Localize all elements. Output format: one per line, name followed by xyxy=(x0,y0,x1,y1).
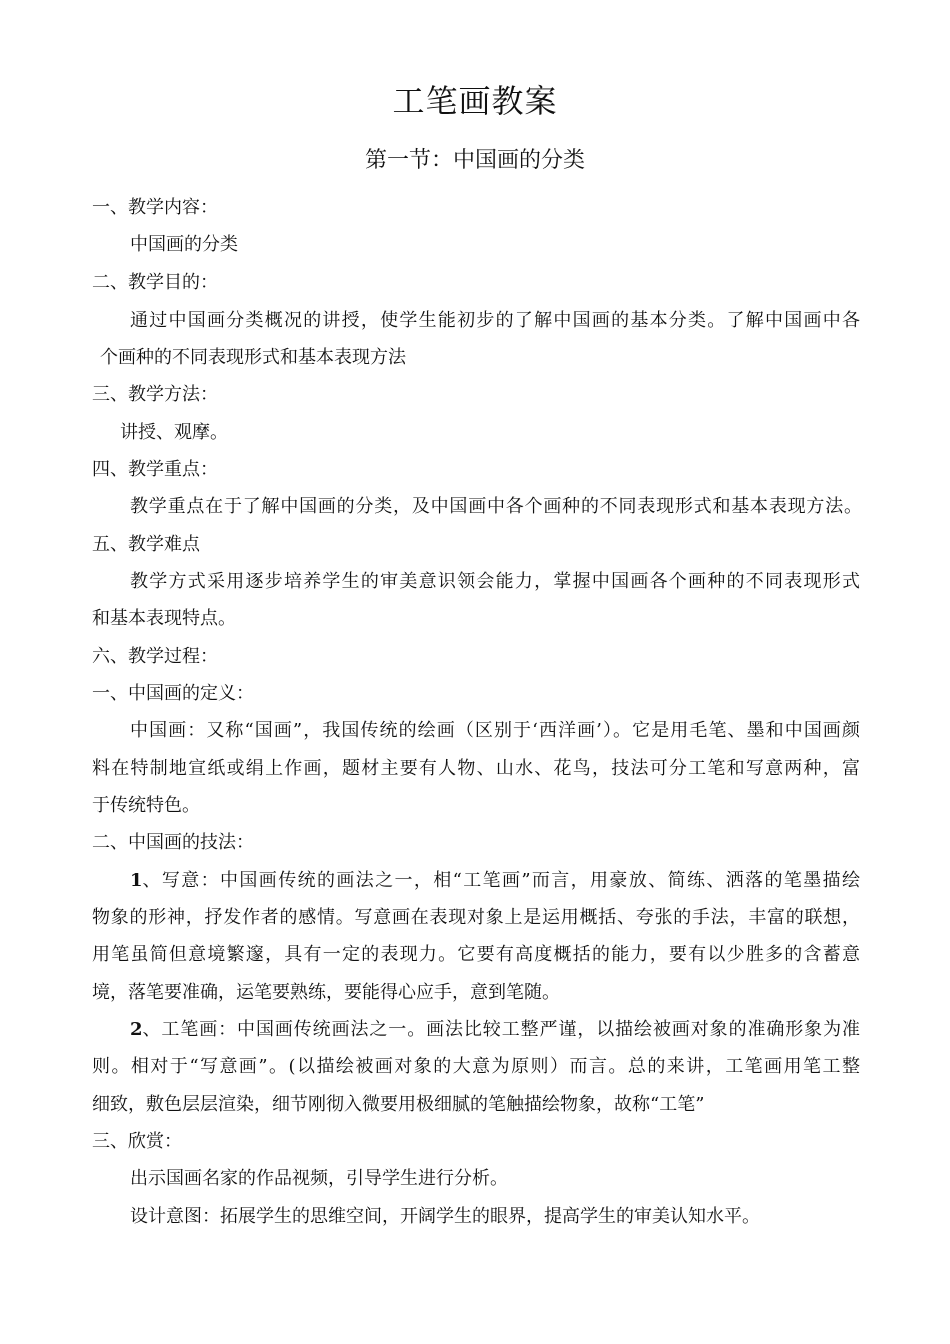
heading-teaching-focus: 四、教学重点： xyxy=(92,459,218,480)
heading-technique: 二、中国画的技法： xyxy=(92,832,254,853)
section-title: 第一节：中国画的分类 xyxy=(364,148,585,173)
heading-appreciation: 三、欣赏： xyxy=(92,1131,182,1152)
teaching-difficulty-text-1: 教学方式采用逐步培养学生的审美意识领会能力，掌握中国画各个画种的不同表现形式 xyxy=(130,571,860,592)
heading-teaching-content: 一、教学内容： xyxy=(92,197,218,218)
appreciation-text-1: 出示国画名家的作品视频，引导学生进行分析。 xyxy=(130,1168,508,1189)
xieyi-text-1: 、写意：中国画传统的画法之一，相“工笔画”而言，用豪放、简练、洒落的笔墨描绘 xyxy=(142,870,860,891)
heading-teaching-difficulty: 五、教学难点 xyxy=(92,534,200,555)
gongbi-text-2: 则。相对于“写意画”。(以描绘被画对象的大意为原则）而言。总的来讲，工笔画用笔工整 xyxy=(92,1056,860,1077)
gongbi-text-1: 、工笔画：中国画传统画法之一。画法比较工整严谨，以描绘被画对象的准确形象为准 xyxy=(142,1019,860,1040)
teaching-focus-text: 教学重点在于了解中国画的分类，及中国画中各个画种的不同表现形式和基本表现方法。 xyxy=(130,496,862,517)
heading-teaching-method: 三、教学方法： xyxy=(92,384,218,405)
xieyi-number: 1 xyxy=(130,870,143,891)
heading-teaching-goal: 二、教学目的： xyxy=(92,272,218,293)
gongbi-number: 2 xyxy=(130,1019,143,1040)
appreciation-text-2: 设计意图：拓展学生的思维空间，开阔学生的眼界，提高学生的审美认知水平。 xyxy=(130,1206,760,1227)
teaching-content-text: 中国画的分类 xyxy=(130,234,238,255)
gongbi-text-3: 细致，敷色层层渲染，细节刚彻入微要用极细腻的笔触描绘物象，故称“工笔” xyxy=(92,1094,705,1115)
teaching-difficulty-text-2: 和基本表现特点。 xyxy=(92,608,236,629)
xieyi-text-4: 境，落笔要准确，运笔要熟练，要能得心应手，意到笔随。 xyxy=(92,982,560,1003)
teaching-goal-text-1: 通过中国画分类概况的讲授，使学生能初步的了解中国画的基本分类。了解中国画中各 xyxy=(130,310,860,331)
heading-teaching-process: 六、教学过程： xyxy=(92,646,218,667)
teaching-goal-text-2: 个画种的不同表现形式和基本表现方法 xyxy=(100,347,406,368)
heading-definition: 一、中国画的定义： xyxy=(92,683,254,704)
teaching-method-text: 讲授、观摩。 xyxy=(120,422,228,443)
definition-text-2: 料在特制地宣纸或绢上作画，题材主要有人物、山水、花鸟，技法可分工笔和写意两种，富 xyxy=(92,758,860,779)
definition-text-1: 中国画：又称“国画”，我国传统的绘画（区别于‘西洋画’）。它是用毛笔、墨和中国画颜 xyxy=(130,720,860,741)
gongbi-line-1 xyxy=(130,1018,860,1042)
definition-text-3: 于传统特色。 xyxy=(92,795,200,816)
xieyi-text-3: 用笔虽简但意境繁邃，具有一定的表现力。它要有高度概括的能力，要有以少胜多的含蓄意 xyxy=(92,944,860,965)
xieyi-text-2: 物象的形神，抒发作者的感情。写意画在表现对象上是运用概括、夸张的手法，丰富的联想， xyxy=(92,907,860,928)
page-title: 工笔画教案 xyxy=(392,82,558,120)
xieyi-line-1 xyxy=(130,869,860,893)
